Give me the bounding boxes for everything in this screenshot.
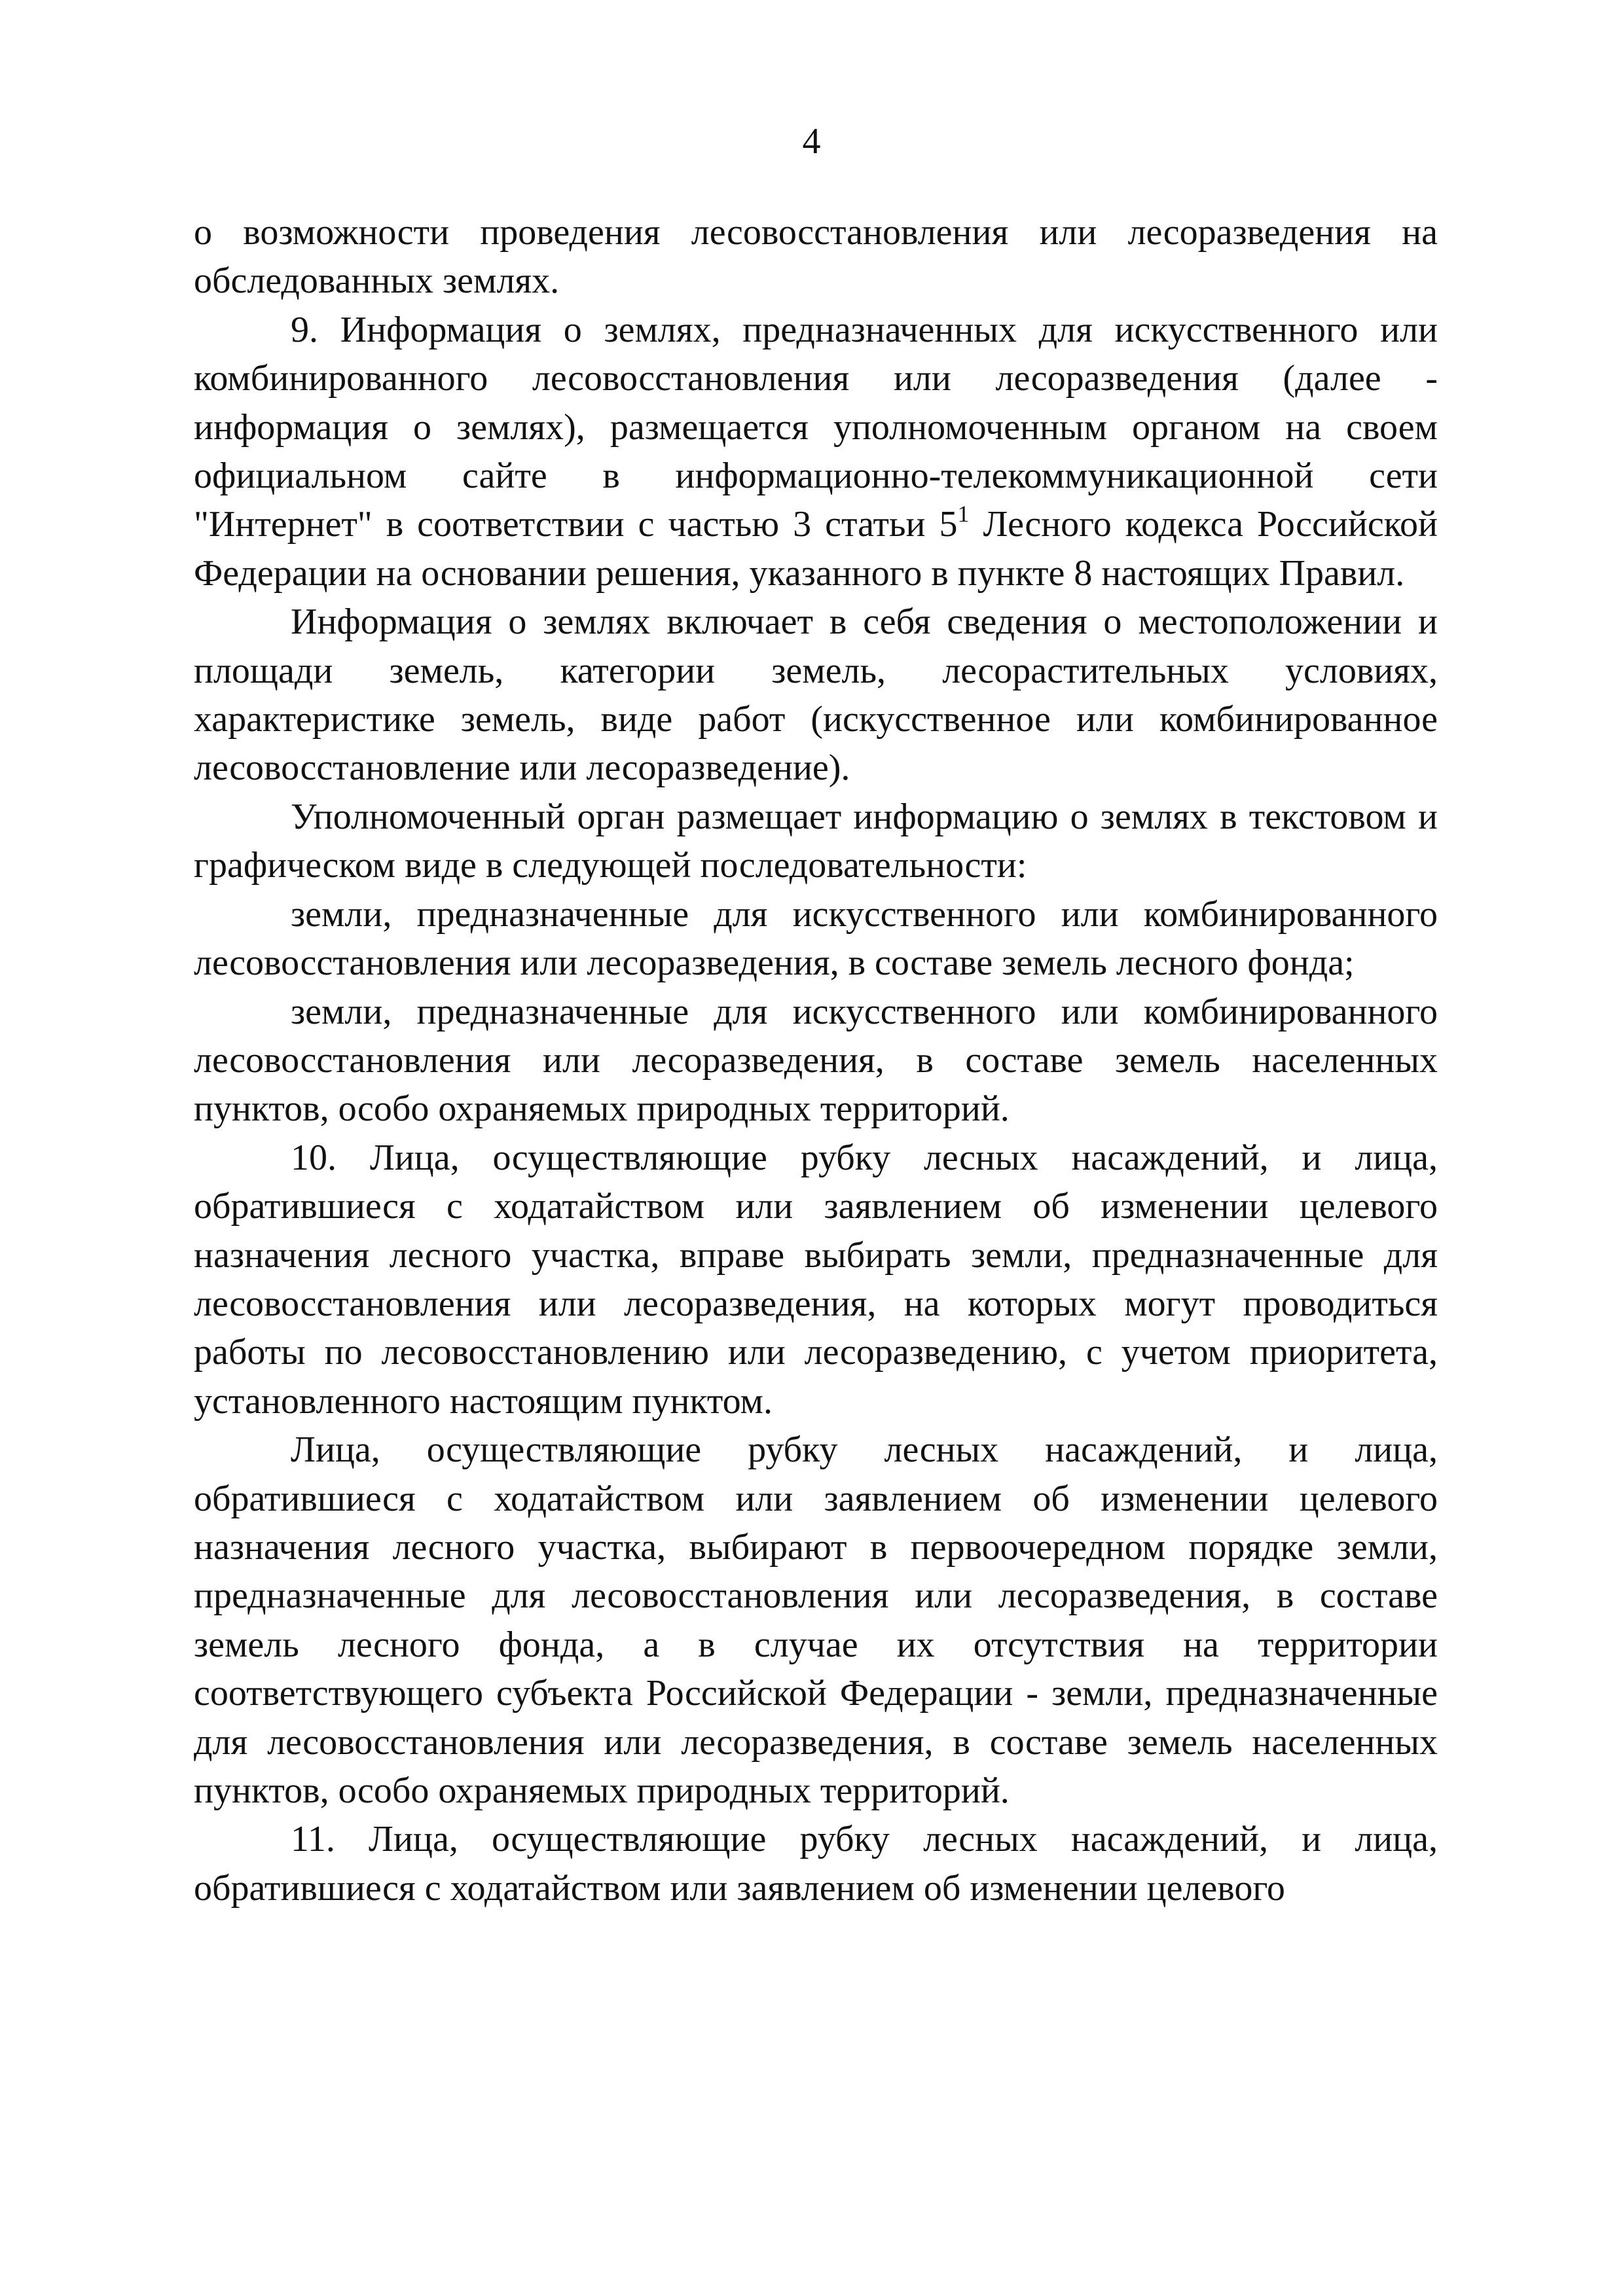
paragraph-item-9-text-end: Лесного кодекса Российской Федерации на основании решения, указанного в пункте 8 настоящих Правил. — [194, 504, 1438, 594]
article-superscript: 1 — [957, 501, 970, 528]
list-item-settlements: земли, предназначенные для искусственного или комбинированного лесовосстановления или лесоразведения, в составе земель населенных пунктов, особо охраняемых природных территорий. — [194, 991, 1438, 1130]
list-item-forest-fund: земли, предназначенные для искусственного или комбинированного лесовосстановления или лесоразведения, в составе земель лесного фонда; — [194, 893, 1438, 984]
paragraph-continuation: о возможности проведения лесовосстановления или лесоразведения на обследованных землях. — [194, 212, 1438, 302]
paragraph-land-info: Информация о землях включает в себя сведения о местоположении и площади земель, категории земель, лесорастительных условиях, характеристике земель, виде работ (искусственное или комбинированное лесовосстановление или лесоразведение). — [194, 601, 1438, 789]
paragraph-priority: Лица, осуществляющие рубку лесных насаждений, и лица, обратившиеся с ходатайством или заявлением об изменении целевого назначения лесного участка, выбирают в первоочередном порядке земли, предназначенные для лесовосстановления или лесоразведения, в составе земель лесного фонда, а в случае их отсутствия на территории соответствующего субъекта Российской Федерации - земли, предназначенные для лесовосстановления или лесоразведения, в составе земель населенных пунктов, особо охраняемых природных территорий. — [194, 1429, 1438, 1811]
paragraph-item-9 — [194, 306, 1438, 598]
paragraph-item-10: 10. Лица, осуществляющие рубку лесных насаждений, и лица, обратившиеся с ходатайством или заявлением об изменении целевого назначения лесного участка, вправе выбирать земли, предназначенные для лесовосстановления или лесоразведения, на которых могут проводиться работы по лесовосстановлению или лесоразведению, с учетом приоритета, установленного настоящим пунктом. — [194, 1137, 1438, 1422]
page-number: 4 — [802, 121, 821, 162]
paragraph-authority-order: Уполномоченный орган размещает информацию о землях в текстовом и графическом виде в следующей последовательности: — [194, 796, 1438, 886]
document-body — [194, 208, 1438, 1912]
paragraph-item-9-text: 9. Информация о землях, предназначенных для искусственного или комбинированного лесовосстановления или лесоразведения (далее - информация о землях), размещается уполномоченным органом на своем официальном сайте в информационно-телекоммуникационной сети "Интернет" в соответствии с частью 3 статьи 5 — [194, 309, 1438, 545]
paragraph-item-11: 11. Лица, осуществляющие рубку лесных насаждений, и лица, обратившиеся с ходатайством или заявлением об изменении целевого — [194, 1819, 1438, 1909]
